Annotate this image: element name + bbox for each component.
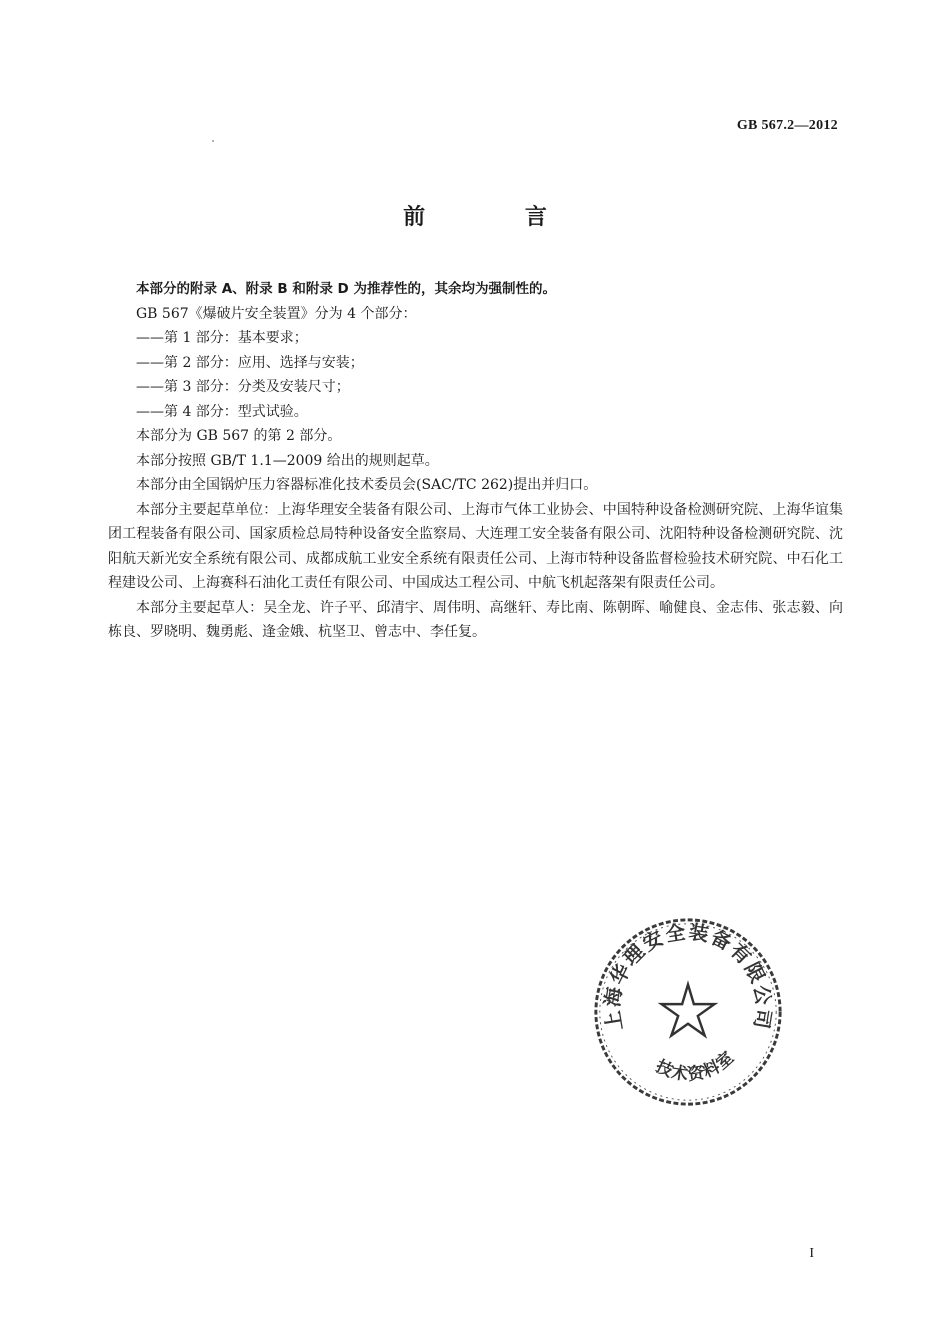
drafters: 本部分主要起草人：吴全龙、许子平、邱清宇、周伟明、高继轩、寿比南、陈朝晖、喻健良、金志伟、张志毅、向栋良、罗晓明、魏勇彪、逢金娥、杭坚卫、曾志中、李任复。	[108, 599, 843, 640]
proposer-statement: 本部分由全国锅炉压力容器标准化技术委员会(SAC/TC 262)提出并归口。	[136, 477, 598, 493]
list-item: ——第 3 部分：分类及安装尺寸；	[136, 379, 350, 395]
list-item: ——第 2 部分：应用、选择与安装；	[136, 354, 364, 371]
list-item: ——第 1 部分：基本要求；	[136, 330, 308, 346]
scan-speck	[212, 140, 214, 142]
drafting-units: 本部分主要起草单位：上海华理安全装备有限公司、上海市气体工业协会、中国特种设备检测研究院、上海华谊集团工程装备有限公司、国家质检总局特种设备安全监察局、大连理工安全装备有限公司、沈阳特种设备检测研究院、沈阳航天新光安全系统有限公司、成都成航工业安全系统有限责任公司、上海市特种设备监督检验技术研究院、中石化工程建设公司、上海赛科石油化工责任有限公司、中国成达工程公司、中航飞机起落架有限责任公司。	[108, 501, 843, 591]
drafting-rules: 本部分按照 GB/T 1.1—2009 给出的规则起草。	[136, 452, 439, 469]
list-item: ——第 4 部分：型式试验。	[136, 403, 308, 420]
star-icon	[662, 985, 715, 1036]
seal-text-top: 上海华理安全装备有限公司	[600, 920, 776, 1033]
seal-text-bottom: 技术资料室	[652, 1047, 738, 1085]
company-seal-stamp	[590, 914, 786, 1110]
page-number: I	[809, 1246, 814, 1261]
part-statement: 本部分为 GB 567 的第 2 部分。	[136, 428, 342, 444]
parts-intro: GB 567《爆破片安全装置》分为 4 个部分：	[136, 305, 417, 322]
annex-statement: 本部分的附录 A、附录 B 和附录 D 为推荐性的，其余均为强制性的。	[136, 281, 556, 297]
page-title: 前 言	[403, 205, 593, 230]
standard-number: GB 567.2—2012	[736, 118, 838, 133]
foreword-body	[108, 277, 843, 645]
